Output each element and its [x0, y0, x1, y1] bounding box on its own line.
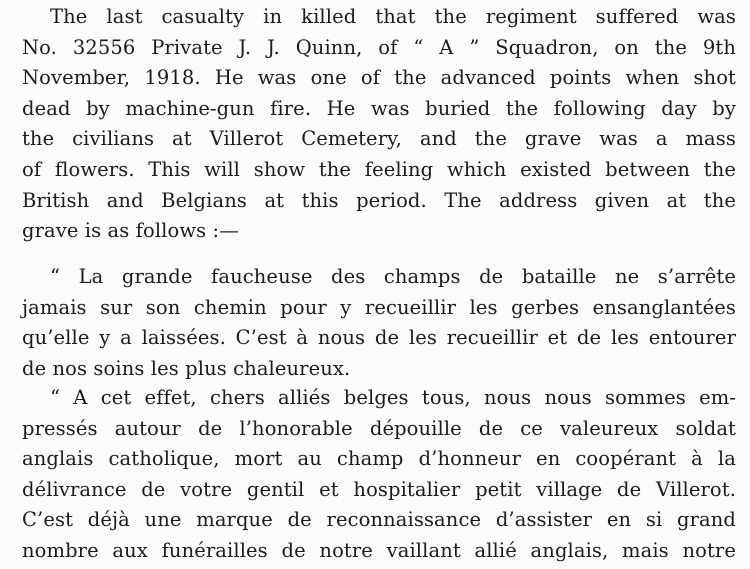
text-line: jamais sur son chemin pour y recueillir les gerbes ensanglantées [22, 295, 736, 319]
text-line: of flowers. This will show the feeling which existed between the [22, 157, 736, 181]
text-line: British and Belgians at this period. The address given at the [22, 188, 736, 212]
paragraph-french-address-1 [22, 262, 736, 384]
paragraph-french-address-2 [22, 383, 736, 567]
text-line: C’est déjà une marque de reconnaissance d’assister en si grand [22, 508, 736, 532]
text-line: The last casualty in killed that the regiment suffered was [50, 5, 736, 28]
text-line: the civilians at Villerot Cemetery, and the grave was a mass [22, 127, 736, 151]
text-line: de nos soins les plus chaleureux. [22, 356, 351, 380]
text-line: nombre aux funérailles de notre vaillant allié anglais, mais notre [22, 538, 736, 562]
paragraph-casualty-account [22, 2, 736, 247]
text-line: No. 32556 Private J. J. Quinn, of “ A ” Squadron, on the 9th [22, 35, 736, 59]
text-line: “ A cet effet, chers alliés belges tous, nous nous sommes em- [50, 386, 736, 409]
text-line: anglais catholique, mort au champ d’honneur en coopérant à la [22, 447, 736, 471]
text-line: November, 1918. He was one of the advanced points when shot [22, 66, 736, 90]
text-line: délivrance de votre gentil et hospitalier petit village de Villerot. [22, 477, 736, 501]
text-line: qu’elle y a laissées. C’est à nous de les recueillir et de les entourer [22, 326, 736, 350]
text-line: “ La grande faucheuse des champs de bataille ne s’arrête [50, 265, 736, 288]
text-line: pressés autour de l’honorable dépouille de ce valeureux soldat [22, 416, 736, 440]
text-line: grave is as follows :— [22, 219, 239, 243]
text-line: dead by machine-gun fire. He was buried the following day by [22, 96, 736, 120]
